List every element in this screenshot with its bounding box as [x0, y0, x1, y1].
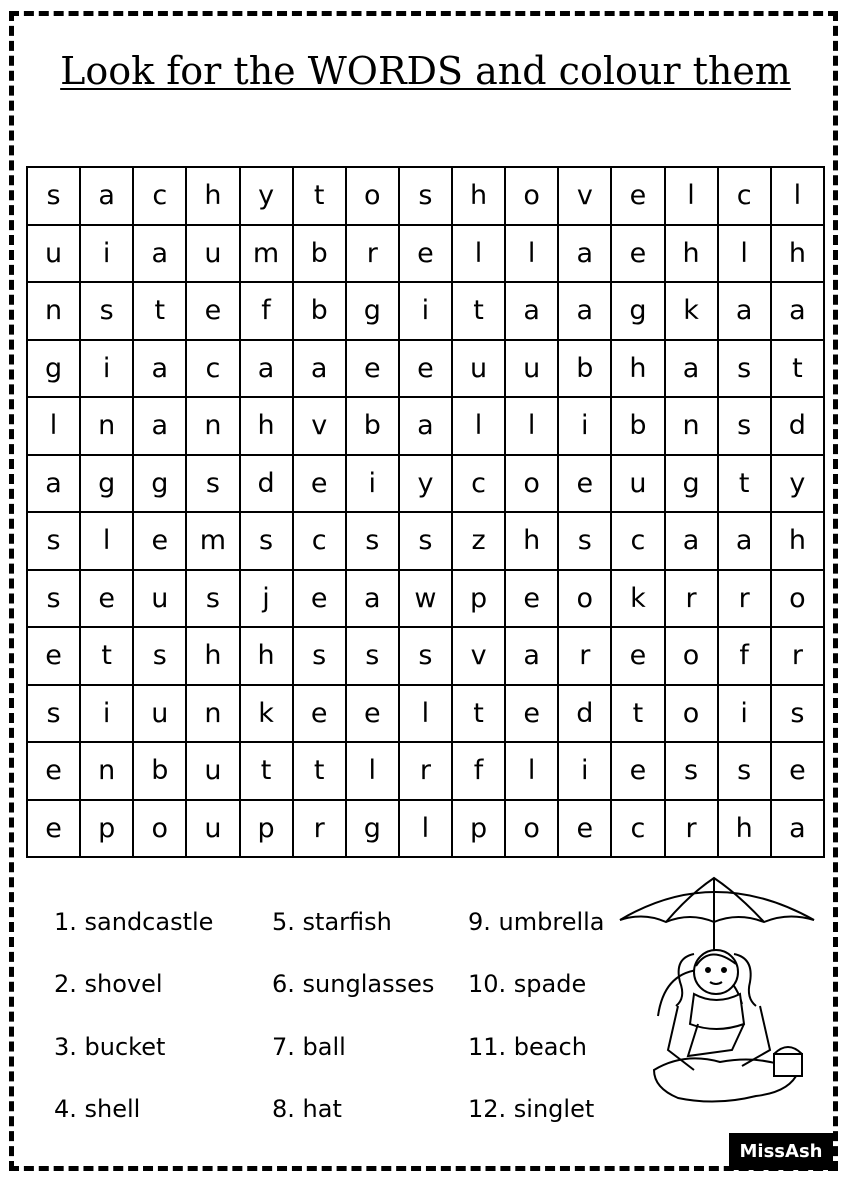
- grid-row: [27, 282, 824, 340]
- word-item: 5. starfish: [272, 908, 392, 936]
- grid-cell[interactable]: b: [133, 742, 186, 800]
- grid-cell[interactable]: a: [133, 340, 186, 398]
- grid-cell[interactable]: c: [718, 167, 771, 225]
- grid-cell[interactable]: l: [771, 167, 824, 225]
- grid-cell[interactable]: s: [27, 685, 80, 743]
- grid-cell[interactable]: s: [27, 167, 80, 225]
- grid-cell[interactable]: h: [452, 167, 505, 225]
- grid-cell[interactable]: e: [293, 570, 346, 628]
- grid-cell[interactable]: u: [505, 340, 558, 398]
- grid-cell[interactable]: l: [505, 225, 558, 283]
- grid-cell[interactable]: g: [80, 455, 133, 513]
- grid-cell[interactable]: h: [186, 167, 239, 225]
- grid-cell[interactable]: e: [611, 167, 664, 225]
- grid-cell[interactable]: u: [186, 800, 239, 858]
- grid-cell[interactable]: a: [718, 512, 771, 570]
- grid-cell[interactable]: i: [558, 397, 611, 455]
- grid-cell[interactable]: s: [558, 512, 611, 570]
- grid-cell[interactable]: s: [346, 512, 399, 570]
- grid-cell[interactable]: v: [293, 397, 346, 455]
- grid-cell[interactable]: c: [186, 340, 239, 398]
- grid-cell[interactable]: y: [771, 455, 824, 513]
- grid-cell[interactable]: n: [80, 397, 133, 455]
- word-item: 2. shovel: [54, 970, 163, 998]
- grid-cell[interactable]: s: [80, 282, 133, 340]
- word-item: 9. umbrella: [468, 908, 605, 936]
- grid-cell[interactable]: v: [558, 167, 611, 225]
- grid-cell[interactable]: s: [27, 512, 80, 570]
- grid-cell[interactable]: u: [186, 225, 239, 283]
- grid-cell[interactable]: b: [611, 397, 664, 455]
- grid-cell[interactable]: b: [346, 397, 399, 455]
- word-item: 3. bucket: [54, 1033, 166, 1061]
- grid-cell[interactable]: m: [186, 512, 239, 570]
- grid-row: [27, 340, 824, 398]
- grid-cell[interactable]: i: [346, 455, 399, 513]
- grid-cell[interactable]: e: [399, 340, 452, 398]
- girl-under-beach-umbrella-illustration: [614, 874, 820, 1124]
- grid-cell[interactable]: t: [133, 282, 186, 340]
- grid-cell[interactable]: z: [452, 512, 505, 570]
- grid-cell[interactable]: u: [133, 570, 186, 628]
- grid-cell[interactable]: g: [346, 800, 399, 858]
- grid-cell[interactable]: c: [611, 800, 664, 858]
- grid-cell[interactable]: f: [240, 282, 293, 340]
- grid-cell[interactable]: b: [293, 225, 346, 283]
- grid-cell[interactable]: r: [293, 800, 346, 858]
- grid-cell[interactable]: l: [452, 397, 505, 455]
- grid-cell[interactable]: s: [240, 512, 293, 570]
- grid-row: [27, 397, 824, 455]
- grid-cell[interactable]: o: [505, 800, 558, 858]
- word-item: 1. sandcastle: [54, 908, 214, 936]
- grid-cell[interactable]: e: [27, 742, 80, 800]
- grid-cell[interactable]: s: [771, 685, 824, 743]
- grid-cell[interactable]: e: [293, 685, 346, 743]
- grid-cell[interactable]: n: [186, 397, 239, 455]
- grid-cell[interactable]: c: [452, 455, 505, 513]
- grid-cell[interactable]: l: [665, 167, 718, 225]
- grid-cell[interactable]: e: [346, 685, 399, 743]
- grid-cell[interactable]: y: [399, 455, 452, 513]
- grid-cell[interactable]: a: [240, 340, 293, 398]
- grid-cell[interactable]: r: [665, 570, 718, 628]
- grid-cell[interactable]: m: [240, 225, 293, 283]
- grid-cell[interactable]: e: [399, 225, 452, 283]
- grid-cell[interactable]: s: [399, 627, 452, 685]
- brand-logo: MissAsh: [729, 1133, 833, 1170]
- grid-cell[interactable]: e: [80, 570, 133, 628]
- grid-cell[interactable]: h: [186, 627, 239, 685]
- grid-cell[interactable]: a: [771, 800, 824, 858]
- grid-row: [27, 627, 824, 685]
- grid-cell[interactable]: e: [505, 570, 558, 628]
- grid-cell[interactable]: b: [558, 340, 611, 398]
- grid-cell[interactable]: n: [665, 397, 718, 455]
- grid-cell[interactable]: o: [505, 455, 558, 513]
- grid-cell[interactable]: i: [399, 282, 452, 340]
- grid-cell[interactable]: u: [27, 225, 80, 283]
- grid-cell[interactable]: l: [718, 225, 771, 283]
- grid-cell[interactable]: l: [452, 225, 505, 283]
- grid-row: [27, 570, 824, 628]
- grid-cell[interactable]: r: [399, 742, 452, 800]
- grid-cell[interactable]: p: [240, 800, 293, 858]
- grid-cell[interactable]: g: [665, 455, 718, 513]
- grid-cell[interactable]: c: [133, 167, 186, 225]
- grid-cell[interactable]: a: [346, 570, 399, 628]
- grid-cell[interactable]: o: [771, 570, 824, 628]
- grid-cell[interactable]: s: [27, 570, 80, 628]
- grid-cell[interactable]: a: [133, 225, 186, 283]
- grid-cell[interactable]: a: [558, 282, 611, 340]
- grid-cell[interactable]: r: [718, 570, 771, 628]
- grid-cell[interactable]: h: [505, 512, 558, 570]
- grid-cell[interactable]: g: [346, 282, 399, 340]
- word-item: 10. spade: [468, 970, 587, 998]
- grid-row: [27, 742, 824, 800]
- grid-cell[interactable]: e: [558, 800, 611, 858]
- grid-cell[interactable]: b: [293, 282, 346, 340]
- grid-cell[interactable]: s: [133, 627, 186, 685]
- grid-cell[interactable]: o: [133, 800, 186, 858]
- grid-cell[interactable]: t: [293, 167, 346, 225]
- grid-cell[interactable]: o: [558, 570, 611, 628]
- grid-cell[interactable]: l: [27, 397, 80, 455]
- grid-cell[interactable]: f: [452, 742, 505, 800]
- grid-cell[interactable]: r: [558, 627, 611, 685]
- grid-cell[interactable]: u: [611, 455, 664, 513]
- grid-cell[interactable]: a: [558, 225, 611, 283]
- grid-cell[interactable]: l: [505, 397, 558, 455]
- grid-cell[interactable]: h: [771, 225, 824, 283]
- grid-cell[interactable]: i: [558, 742, 611, 800]
- grid-cell[interactable]: a: [505, 282, 558, 340]
- grid-cell[interactable]: a: [771, 282, 824, 340]
- grid-cell[interactable]: d: [240, 455, 293, 513]
- grid-cell[interactable]: w: [399, 570, 452, 628]
- grid-cell[interactable]: t: [718, 455, 771, 513]
- grid-cell[interactable]: e: [346, 340, 399, 398]
- grid-cell[interactable]: k: [240, 685, 293, 743]
- grid-cell[interactable]: e: [611, 742, 664, 800]
- grid-cell[interactable]: o: [665, 685, 718, 743]
- word-item: 8. hat: [272, 1095, 342, 1123]
- grid-cell[interactable]: t: [80, 627, 133, 685]
- grid-cell[interactable]: s: [718, 742, 771, 800]
- grid-cell[interactable]: g: [27, 340, 80, 398]
- word-item: 6. sunglasses: [272, 970, 435, 998]
- grid-cell[interactable]: r: [665, 800, 718, 858]
- grid-cell[interactable]: e: [771, 742, 824, 800]
- grid-cell[interactable]: l: [399, 800, 452, 858]
- grid-cell[interactable]: s: [293, 627, 346, 685]
- grid-cell[interactable]: a: [399, 397, 452, 455]
- word-search-grid: [26, 166, 825, 858]
- grid-cell[interactable]: o: [346, 167, 399, 225]
- grid-row: [27, 685, 824, 743]
- grid-cell[interactable]: h: [771, 512, 824, 570]
- grid-cell[interactable]: a: [80, 167, 133, 225]
- grid-cell[interactable]: d: [771, 397, 824, 455]
- grid-row: [27, 225, 824, 283]
- grid-cell[interactable]: e: [27, 800, 80, 858]
- grid-cell[interactable]: l: [505, 742, 558, 800]
- grid-cell[interactable]: a: [665, 512, 718, 570]
- grid-cell[interactable]: a: [718, 282, 771, 340]
- grid-cell[interactable]: j: [240, 570, 293, 628]
- grid-cell[interactable]: s: [186, 570, 239, 628]
- grid-cell[interactable]: i: [80, 225, 133, 283]
- grid-cell[interactable]: s: [718, 340, 771, 398]
- grid-row: [27, 167, 824, 225]
- grid-row: [27, 800, 824, 858]
- grid-cell[interactable]: t: [452, 282, 505, 340]
- grid-cell[interactable]: a: [27, 455, 80, 513]
- grid-cell[interactable]: h: [665, 225, 718, 283]
- grid-cell[interactable]: c: [611, 512, 664, 570]
- grid-cell[interactable]: e: [133, 512, 186, 570]
- grid-cell[interactable]: l: [399, 685, 452, 743]
- grid-cell[interactable]: p: [80, 800, 133, 858]
- grid-cell[interactable]: r: [346, 225, 399, 283]
- grid-cell[interactable]: s: [718, 397, 771, 455]
- grid-cell[interactable]: h: [611, 340, 664, 398]
- word-list: [54, 900, 614, 1140]
- word-item: 12. singlet: [468, 1095, 595, 1123]
- grid-cell[interactable]: r: [771, 627, 824, 685]
- word-item: 7. ball: [272, 1033, 346, 1061]
- grid-cell[interactable]: s: [399, 167, 452, 225]
- grid-cell[interactable]: h: [718, 800, 771, 858]
- grid-cell[interactable]: e: [293, 455, 346, 513]
- grid-cell[interactable]: u: [133, 685, 186, 743]
- grid-cell[interactable]: e: [558, 455, 611, 513]
- grid-cell[interactable]: g: [133, 455, 186, 513]
- grid-cell[interactable]: p: [452, 570, 505, 628]
- grid-cell[interactable]: u: [452, 340, 505, 398]
- word-item: 11. beach: [468, 1033, 587, 1061]
- grid-cell[interactable]: n: [80, 742, 133, 800]
- grid-cell[interactable]: n: [186, 685, 239, 743]
- word-item: 4. shell: [54, 1095, 141, 1123]
- grid-cell[interactable]: h: [240, 397, 293, 455]
- grid-cell[interactable]: s: [665, 742, 718, 800]
- grid-cell[interactable]: e: [611, 225, 664, 283]
- grid-cell[interactable]: d: [558, 685, 611, 743]
- grid-cell[interactable]: g: [611, 282, 664, 340]
- grid-cell[interactable]: e: [505, 685, 558, 743]
- grid-cell[interactable]: e: [27, 627, 80, 685]
- grid-cell[interactable]: a: [293, 340, 346, 398]
- grid-cell[interactable]: k: [611, 570, 664, 628]
- grid-cell[interactable]: h: [240, 627, 293, 685]
- grid-cell[interactable]: t: [240, 742, 293, 800]
- grid-cell[interactable]: p: [452, 800, 505, 858]
- grid-cell[interactable]: y: [240, 167, 293, 225]
- grid-cell[interactable]: f: [718, 627, 771, 685]
- grid-cell[interactable]: i: [718, 685, 771, 743]
- grid-cell[interactable]: v: [452, 627, 505, 685]
- grid-row: [27, 455, 824, 513]
- grid-cell[interactable]: a: [505, 627, 558, 685]
- grid-cell[interactable]: t: [771, 340, 824, 398]
- grid-cell[interactable]: a: [133, 397, 186, 455]
- grid-cell[interactable]: o: [665, 627, 718, 685]
- grid-cell[interactable]: t: [293, 742, 346, 800]
- grid-cell[interactable]: n: [27, 282, 80, 340]
- grid-cell[interactable]: t: [452, 685, 505, 743]
- grid-cell[interactable]: u: [186, 742, 239, 800]
- grid-cell[interactable]: l: [80, 512, 133, 570]
- grid-cell[interactable]: a: [665, 340, 718, 398]
- grid-cell[interactable]: t: [611, 685, 664, 743]
- grid-cell[interactable]: o: [505, 167, 558, 225]
- grid-cell[interactable]: l: [346, 742, 399, 800]
- grid-cell[interactable]: c: [293, 512, 346, 570]
- grid-cell[interactable]: i: [80, 340, 133, 398]
- grid-cell[interactable]: k: [665, 282, 718, 340]
- worksheet-title: Look for the WORDS and colour them: [60, 49, 791, 93]
- grid-cell[interactable]: e: [186, 282, 239, 340]
- grid-cell[interactable]: s: [399, 512, 452, 570]
- grid-row: [27, 512, 824, 570]
- grid-cell[interactable]: e: [611, 627, 664, 685]
- grid-cell[interactable]: i: [80, 685, 133, 743]
- grid-cell[interactable]: s: [346, 627, 399, 685]
- grid-cell[interactable]: s: [186, 455, 239, 513]
